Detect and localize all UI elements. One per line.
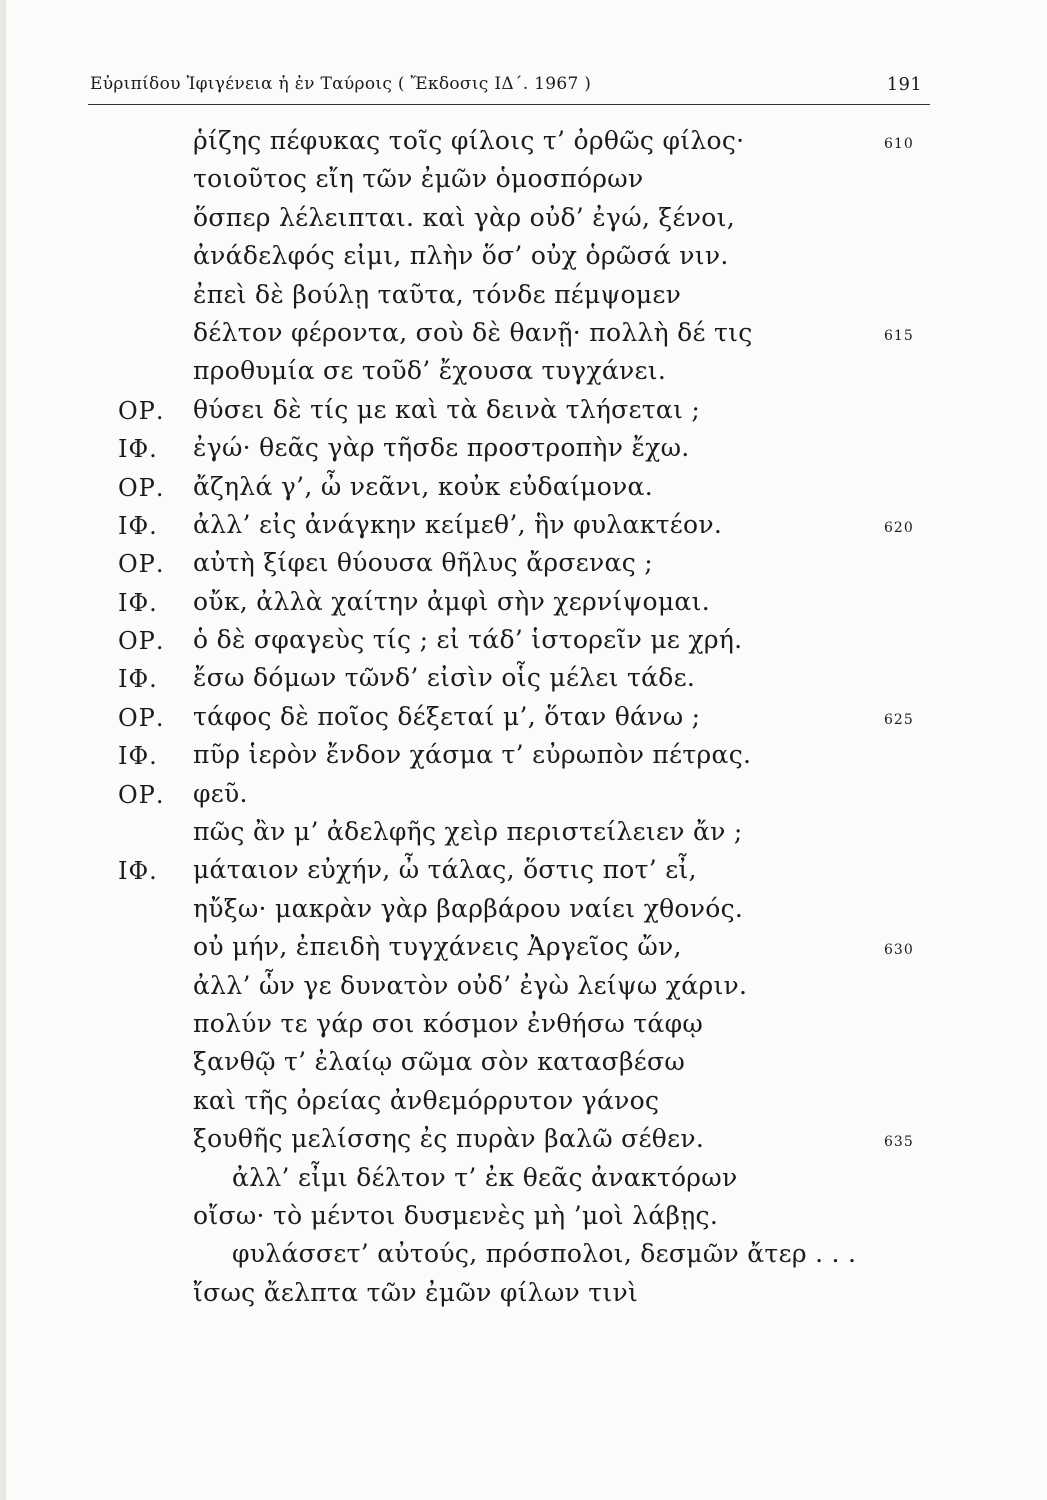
line-number: 630 [884,942,914,959]
speaker-label: ΙΦ. [118,742,158,771]
verse-text-line: ξουθῆς μελίσσης ἐς πυρὰν βαλῶ σέθεν. [193,1124,705,1154]
verse-text-line: ἀλλ’ εἶμι δέλτον τ’ ἐκ θεᾶς ἀνακτόρων [232,1162,738,1192]
header-rule [88,104,930,105]
verse-text-line: ἴσως ἄελπτα τῶν ἐμῶν φίλων τινὶ [193,1277,639,1307]
verse-text-line: οἴσω· τὸ μέντοι δυσμενὲς μὴ ’μοὶ λάβῃς. [193,1200,719,1230]
speaker-label: ΙΦ. [118,588,158,617]
speaker-label: ΙΦ. [118,435,158,464]
verse-line [0,393,1047,431]
verse-line [0,892,1047,930]
verse-text [0,124,1047,1314]
verse-line [0,239,1047,277]
verse-line [0,431,1047,469]
line-number: 620 [884,519,914,536]
speaker-label: ΙΦ. [118,511,158,540]
verse-line [0,1122,1047,1160]
speaker-label: ΟΡ. [118,396,165,425]
page-number: 191 [886,74,922,95]
speaker-label: ΟΡ. [118,550,165,579]
verse-line [0,354,1047,392]
speaker-label: ΟΡ. [118,473,165,502]
verse-text-line: τοιοῦτος εἴη τῶν ἐμῶν ὁμοσπόρων [193,164,644,194]
verse-line [0,546,1047,584]
verse-text-line: οὔκ, ἀλλὰ χαίτην ἀμφὶ σὴν χερνίψομαι. [193,586,710,616]
verse-text-line: φυλάσσετ’ αὐτούς, πρόσπολοι, δεσμῶν ἄτερ . . . [232,1239,857,1269]
line-number: 615 [884,327,914,344]
speaker-label: ΟΡ. [118,627,165,656]
verse-text-line: ηὔξω· μακρὰν γὰρ βαρβάρου ναίει χθονός. [193,893,744,923]
verse-text-line: πῶς ἂν μ’ ἀδελφῆς χεὶρ περιστείλειεν ἄν ; [193,817,743,847]
verse-text-line: ἀνάδελφός εἰμι, πλὴν ὅσ’ οὐχ ὁρῶσά νιν. [193,241,729,271]
speaker-label: ΙΦ. [118,857,158,886]
line-number: 625 [884,711,914,728]
verse-text-line: προθυμία σε τοῦδ’ ἔχουσα τυγχάνει. [193,356,667,386]
verse-text-line: πῦρ ἱερὸν ἔνδον χάσμα τ’ εὐρωπὸν πέτρας. [193,740,752,770]
verse-line [0,738,1047,776]
verse-text-line: οὐ μήν, ἐπειδὴ τυγχάνεις Ἀργεῖος ὤν, [193,932,682,962]
verse-text-line: ἔσω δόμων τῶνδ’ εἰσὶν οἷς μέλει τάδε. [193,663,696,693]
verse-text-line: πολύν τε γάρ σοι κόσμον ἐνθήσω τάφῳ [193,1008,704,1038]
verse-line [0,1084,1047,1122]
verse-line [0,700,1047,738]
verse-line [0,1007,1047,1045]
verse-line [0,585,1047,623]
verse-line [0,1237,1047,1275]
speaker-label: ΟΡ. [118,780,165,809]
verse-line [0,1045,1047,1083]
verse-text-line: ἄζηλά γ’, ὦ νεᾶνι, κοὐκ εὐδαίμονα. [193,471,653,501]
verse-text-line: ἀλλ’ εἰς ἀνάγκην κείμεθ’, ἣν φυλακτέον. [193,509,723,539]
verse-text-line: ὅσπερ λέλειπται. καὶ γὰρ οὐδ’ ἐγώ, ξένοι, [193,202,735,232]
verse-line [0,930,1047,968]
verse-line [0,853,1047,891]
verse-text-line: ἀλλ’ ὧν γε δυνατὸν οὐδ’ ἐγὼ λείψω χάριν. [193,970,748,1000]
verse-line [0,201,1047,239]
verse-line [0,508,1047,546]
verse-line [0,1276,1047,1314]
verse-line [0,623,1047,661]
speaker-label: ΟΡ. [118,703,165,732]
verse-text-line: ὁ δὲ σφαγεὺς τίς ; εἰ τάδ’ ἱστορεῖν με χρή. [193,625,743,655]
verse-text-line: ἐπεὶ δὲ βούλῃ ταῦτα, τόνδε πέμψομεν [193,279,682,309]
verse-line [0,162,1047,200]
verse-line [0,278,1047,316]
verse-line [0,1161,1047,1199]
verse-text-line: δέλτον φέροντα, σοὺ δὲ θανῇ· πολλὴ δέ τις [193,317,753,347]
verse-text-line: ἐγώ· θεᾶς γὰρ τῆσδε προστροπὴν ἔχω. [193,433,690,463]
verse-line [0,815,1047,853]
verse-line [0,316,1047,354]
verse-line [0,470,1047,508]
verse-text-line: ξανθῷ τ’ ἐλαίῳ σῶμα σὸν κατασβέσω [193,1047,686,1077]
verse-line [0,777,1047,815]
verse-text-line: θύσει δὲ τίς με καὶ τὰ δεινὰ τλήσεται ; [193,394,701,424]
verse-text-line: ῥίζης πέφυκας τοῖς φίλοις τ’ ὀρθῶς φίλος· [193,126,745,155]
line-number: 610 [884,136,914,152]
verse-line [0,661,1047,699]
verse-line [0,969,1047,1007]
running-head [90,66,930,100]
verse-text-line: μάταιον εὐχήν, ὦ τάλας, ὅστις ποτ’ εἶ, [193,855,697,885]
verse-line [0,1199,1047,1237]
verse-text-line: φεῦ. [193,778,248,808]
speaker-label: ΙΦ. [118,665,158,694]
running-title: Εὐριπίδου Ἰφιγένεια ἡ ἐν Ταύροις ( Ἔκδοσις ΙΔ΄. 1967 ) [90,74,592,94]
line-number: 635 [884,1134,914,1151]
verse-text-line: καὶ τῆς ὀρείας ἀνθεμόρρυτον γάνος [193,1085,660,1115]
verse-line [0,124,1047,162]
verse-text-line: αὐτὴ ξίφει θύουσα θῆλυς ἄρσενας ; [193,548,653,578]
verse-text-line: τάφος δὲ ποῖος δέξεταί μ’, ὅταν θάνω ; [193,701,701,731]
